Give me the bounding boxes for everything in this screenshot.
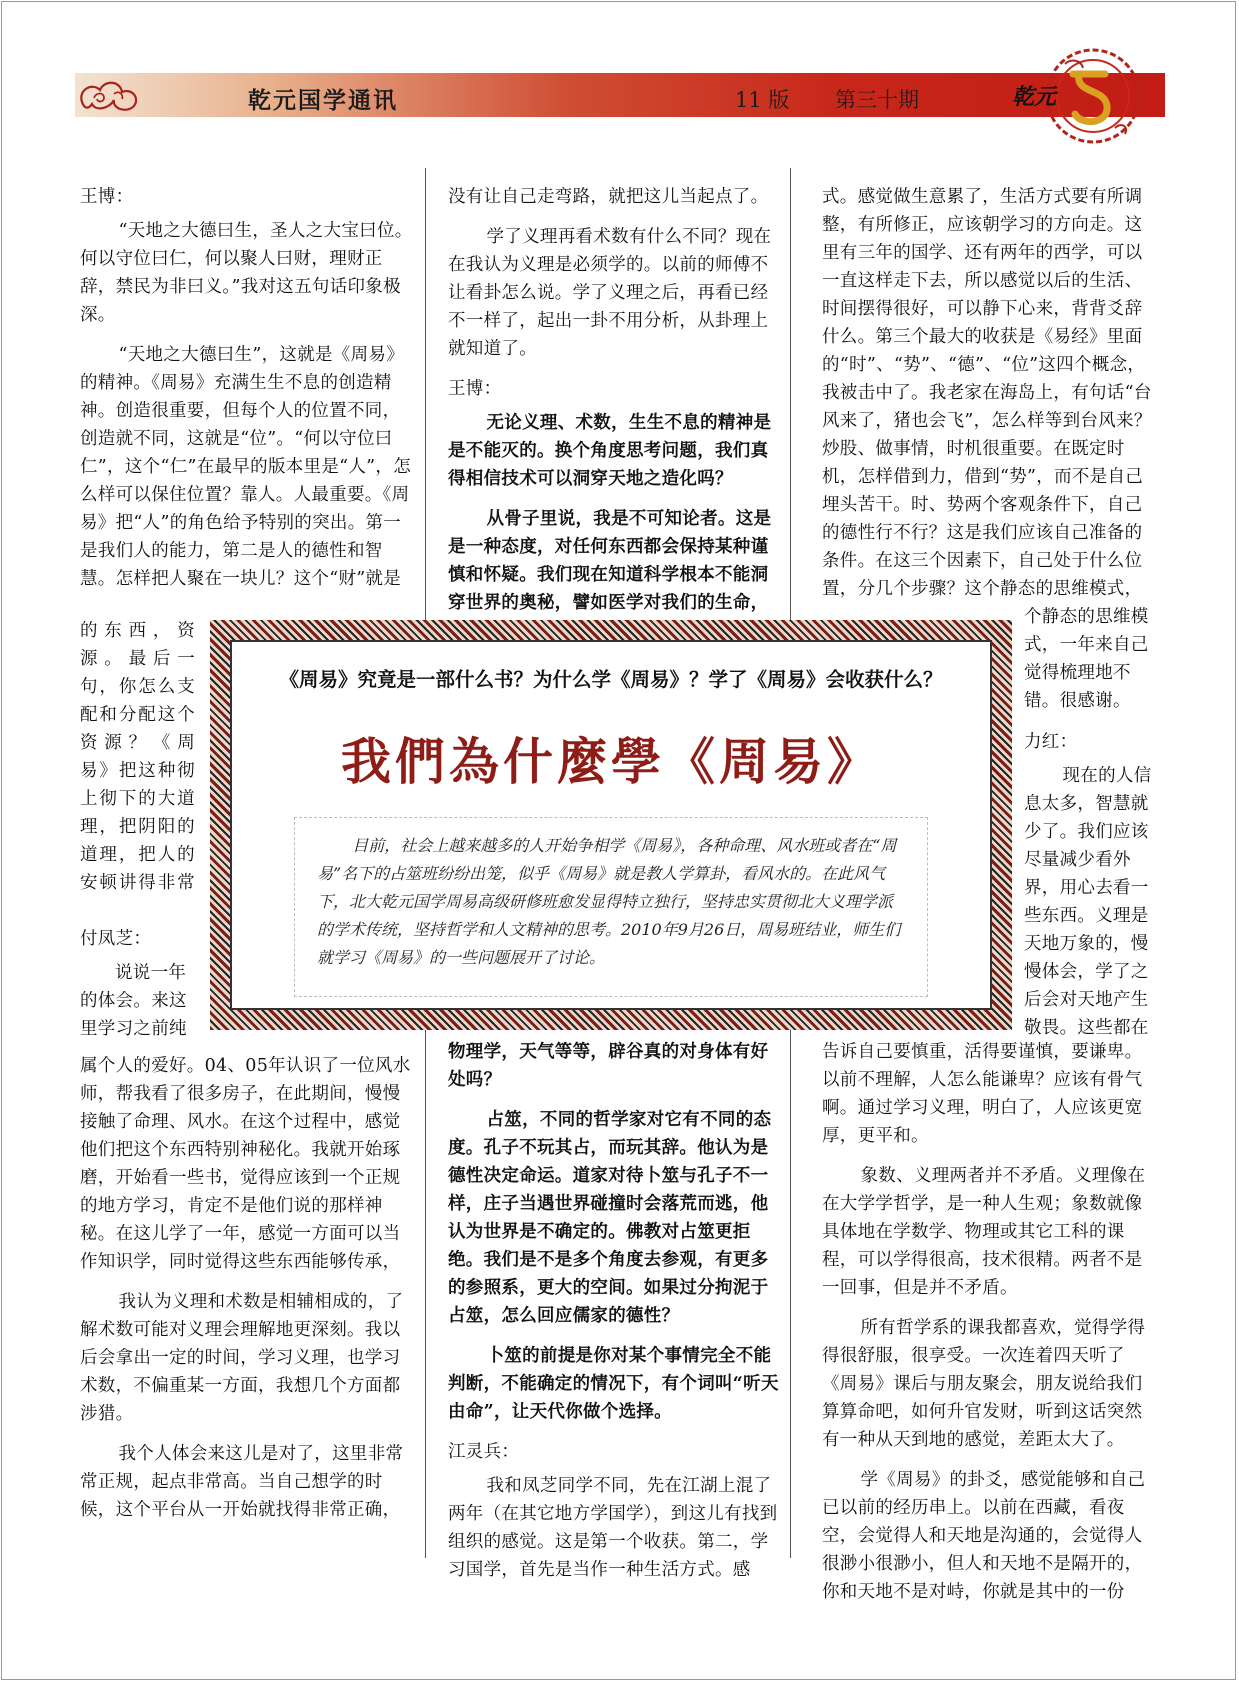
- paragraph: 物理学，天气等等，辟谷真的对身体有好处吗？: [448, 1042, 769, 1090]
- paragraph: 我和凤芝同学不同，先在江湖上混了两年（在其它地方学国学），到这儿有找到组织的感觉。这是第一个收获。第二，学习国学，首先是当作一种生活方式。感: [448, 1476, 778, 1580]
- paragraph: 式。感觉做生意累了，生活方式要有所调整，有所修正，应该朝学习的方向走。这里有三年的国学、还有两年的西学，可以一直这样走下去，所以感觉以后的生活、时间摆得很好，可以静下心来，背背爻辞什么。第三个最大的收获是《易经》里面的“时”、“势”、“德”、“位”这四个概念，我被击中了。我老家在海岛上，有句话“台风来了，猪也会飞”，怎么样等到台风来？炒股、做事情，时机很重要。在既定时机，怎样借到力，借到“势”，而不是自己埋头苦干。时、势两个客观条件下，自己的德性行不行？这是我们应该自己准备的条件。在这三个因素下，自己处于什么位置，分几个步骤？这个静态的思维模式，: [822, 187, 1152, 599]
- logo-text: 乾元: [1012, 84, 1057, 110]
- paragraph: 我个人体会来这儿是对了，这里非常常正规，起点非常高。当自己想学的时候，这个平台从一开始就找得非常正确，: [80, 1444, 404, 1520]
- paragraph: 占筮，不同的哲学家对它有不同的态度。孔子不玩其占，而玩其辞。他认为是德性决定命运。道家对待卜筮与孔子不一样，庄子当遇世界碰撞时会落荒而逃，他认为世界是不确定的。佛教对占筮更拒绝。我们是不是多个角度去参观，有更多的参照系，更大的空间。如果过分拘泥于占筮，怎么回应儒家的德性？: [448, 1110, 772, 1326]
- paragraph: 象数、义理两者并不矛盾。义理像在在大学学哲学，是一种人生观；象数就像具体地在学数学、物理或其它工科的课程，可以学得很高，技术很精。两者不是一回事，但是并不矛盾。: [822, 1166, 1146, 1298]
- paragraph-continued: 个静态的思维模式，一年来自己觉得梳理地不错。很感谢。: [1024, 607, 1149, 711]
- column-3-top: [822, 183, 1160, 603]
- speaker-label: 王博：: [448, 379, 502, 399]
- feature-intro: 目前，社会上越来越多的人开始争相学《周易》，各种命理、风水班或者在“周易”名下的占筮班纷纷出笼，似乎《周易》就是教人学算卦，看风水的。在此风气下，北大乾元国学周易高级研修班愈发显得特立独行，坚持忠实贯彻北大义理学派的学术传统，坚持哲学和人文精神的思考。2010年9月26日，周易班结业，师生们就学习《周易》的一些问题展开了讨论。: [294, 817, 928, 997]
- column-1-top: [80, 183, 413, 593]
- speaker-label: 王博：: [80, 187, 134, 207]
- speaker-label: 力红：: [1024, 732, 1078, 752]
- column-1-speaker2: [80, 925, 195, 1043]
- paragraph: 学《周易》的卦爻，感觉能够和自己已以前的经历串上。以前在西藏，看夜空，会觉得人和天地是沟通的，会觉得人很渺小很渺小，但人和天地不是隔开的，你和天地不是对峙，你就是其中的一份: [822, 1470, 1146, 1602]
- feature-title: 我們為什麼學《周易》: [341, 732, 881, 791]
- feature-box-inner: [230, 640, 992, 1010]
- feature-question: 《周易》究竟是一部什么书？为什么学《周易》？学了《周易》会收获什么？: [279, 668, 943, 691]
- paragraph: 我认为义理和术数是相辅相成的，了解术数可能对义理会理解地更深刻。我以后会拿出一定的时间，学习义理，也学习术数，不偏重某一方面，我想几个方面都涉猎。: [80, 1292, 404, 1424]
- paragraph-continued: 的东西，资源。最后一句，你怎么支配和分配这个资源？《周易》把这种彻上彻下的大道理，把阴阳的道理，把人的安顿讲得非常: [80, 621, 195, 893]
- paragraph: 现在的人信息太多，智慧就少了。我们应该尽量减少看外界，用心去看一些东西。义理是天地万象的，慢慢体会，学了之后会对天地产生敬畏。这些都在: [1024, 766, 1152, 1038]
- paragraph: 卜筮的前提是你对某个事情完全不能判断，不能确定的情况下，有个词叫“听天由命”，让天代你做个选择。: [448, 1346, 779, 1422]
- speaker-label: 付凤芝：: [80, 929, 152, 949]
- paragraph: 学了义理再看术数有什么不同？现在在我认为义理是必须学的。以前的师傅不让看卦怎么说。学了义理之后，再看已经不一样了，起出一卦不用分析，从卦理上就知道了。: [448, 227, 772, 359]
- issue-label: 第三十期: [835, 88, 919, 112]
- column-2-bottom: [448, 1038, 780, 1596]
- paragraph: 从骨子里说，我是不可知论者。这是是一种态度，对任何东西都会保持某种谨慎和怀疑。我们现在知道科学根本不能洞穿世界的奥秘，譬如医学对我们的生命，: [448, 509, 772, 613]
- paragraph: 告诉自己要慎重，活得要谨慎，要谦卑。以前不理解，人怎么能谦卑？应该有骨气啊。通过学习义理，明白了，人应该更宽厚，更平和。: [822, 1042, 1143, 1146]
- column-3-bottom: [822, 1038, 1160, 1618]
- paragraph: “天地之大德曰生”，这就是《周易》的精神。《周易》充满生生不息的创造精神。创造很重要，但每个人的位置不同，创造就不同，这就是“位”。“何以守位曰仁”，这个“仁”在最早的版本里是“人”，怎么样可以保住位置？靠人。人最重要。《周易》把“人”的角色给予特别的突出。第一是我们人的能力，第二是人的德性和智慧。怎样把人聚在一块儿？这个“财”就是: [80, 345, 412, 589]
- column-3-mid: [1024, 728, 1160, 1042]
- column-3-narrow: [1024, 603, 1160, 715]
- column-1-bottom: [80, 1052, 413, 1536]
- newsletter-title: 乾元国学通讯: [248, 87, 398, 114]
- edition-label: 11 版: [735, 88, 790, 112]
- column-1-narrow: [80, 617, 195, 899]
- feature-box: [210, 620, 1012, 1030]
- paragraph: 属个人的爱好。04、05年认识了一位风水师，帮我看了很多房子，在此期间，慢慢接触了命理、风水。在这个过程中，感觉他们把这个东西特别神秘化。我就开始琢磨，开始看一些书，觉得应该到一个正规的地方学习，肯定不是他们说的那样神秘。在这儿学了一年，感觉一方面可以当作知识学，同时觉得这些东西能够传承，: [80, 1056, 411, 1272]
- paragraph: 无论义理、术数，生生不息的精神是是不能灭的。换个角度思考问题，我们真得相信技术可以洞穿天地之造化吗？: [448, 413, 772, 489]
- paragraph: “天地之大德曰生，圣人之大宝曰位。何以守位曰仁，何以聚人曰财，理财正辞，禁民为非曰义。”我对这五句话印象极深。: [80, 221, 413, 325]
- header-bar: [75, 73, 1165, 117]
- cloud-ornament-icon: [74, 72, 144, 120]
- column-2-top: [448, 183, 780, 629]
- paragraph: 所有哲学系的课我都喜欢，觉得学得得很舒服，很享受。一次连着四天听了《周易》课后与朋友聚会，朋友说给我们算算命吧，如何升官发财，听到这话突然有一种从天到地的感觉，差距太大了。: [822, 1318, 1146, 1450]
- paragraph: 说说一年的体会。来这里学习之前纯: [80, 963, 187, 1039]
- speaker-label: 江灵兵：: [448, 1442, 520, 1462]
- paragraph: 没有让自己走弯路，就把这儿当起点了。: [448, 187, 769, 207]
